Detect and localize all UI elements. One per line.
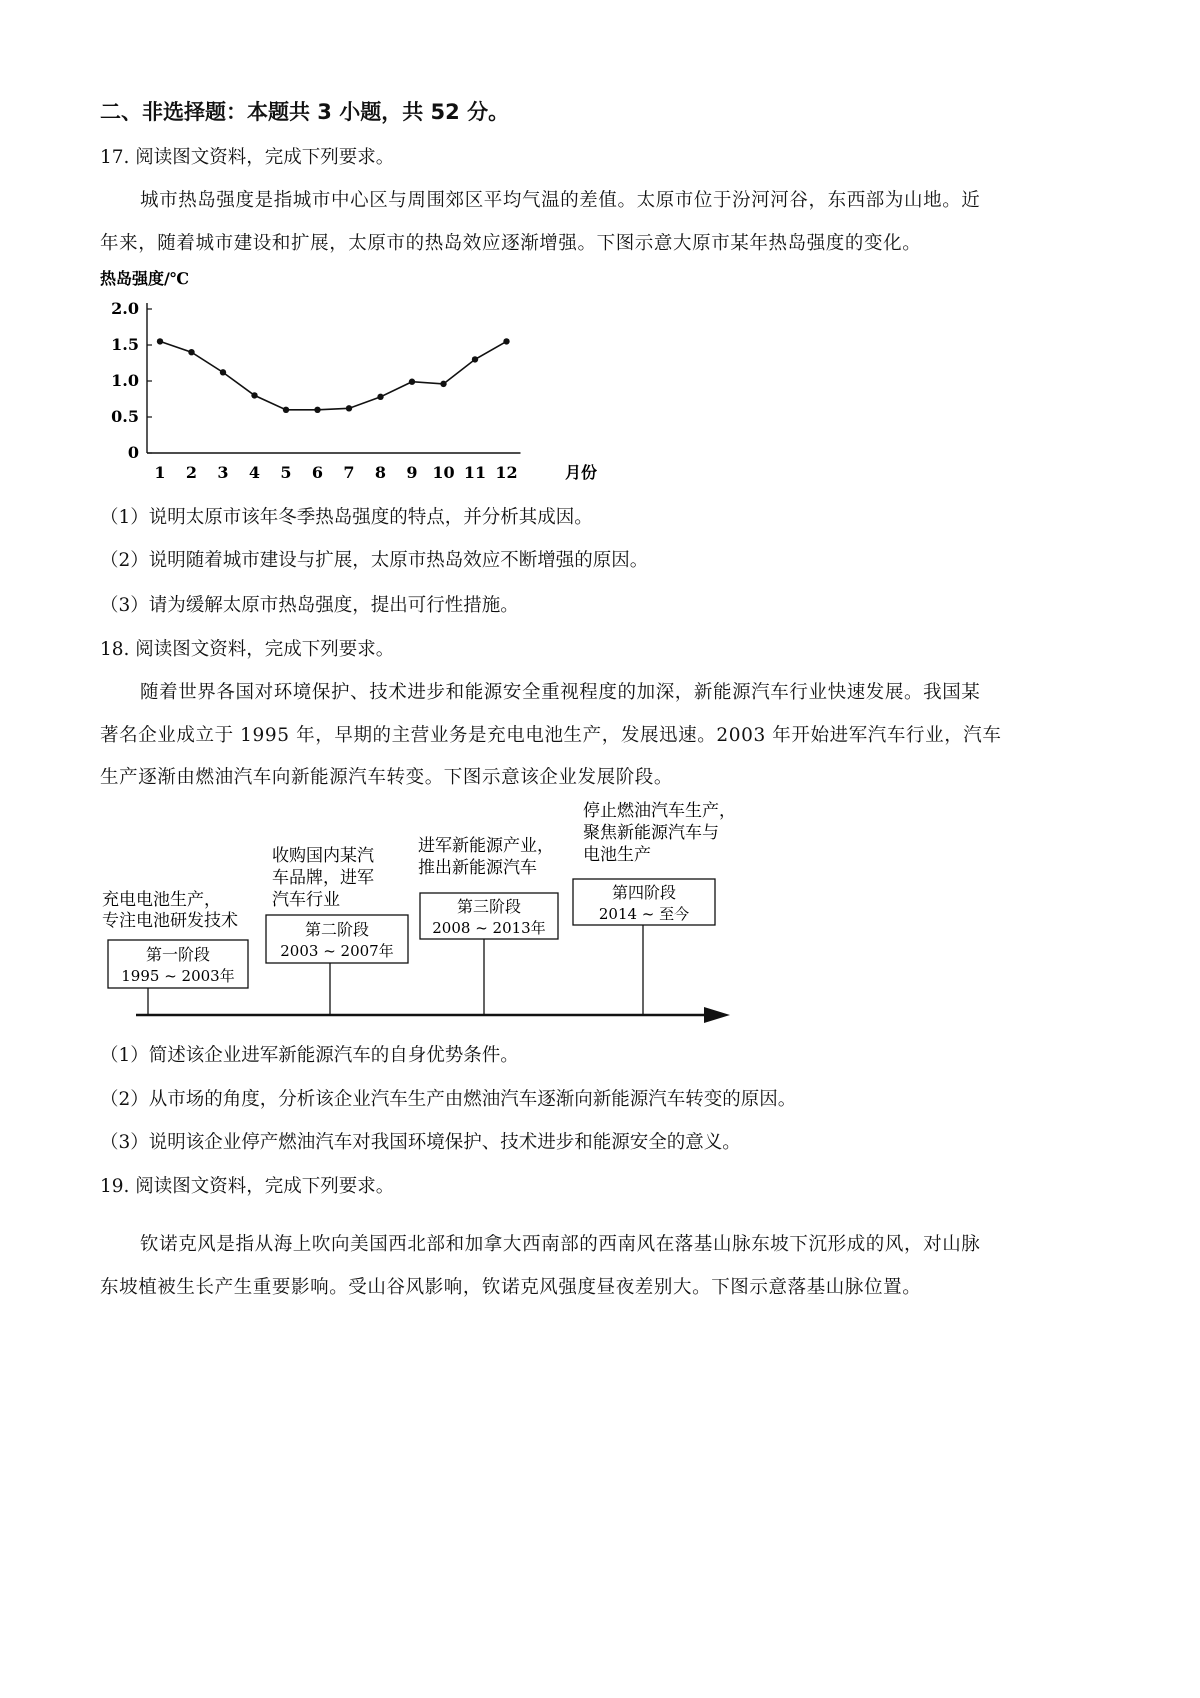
q17-heading: 17. 阅读图文资料，完成下列要求。	[100, 147, 395, 168]
stage-2-desc-line-2: 车品牌，进军	[272, 868, 374, 888]
q18-sub-1: （1）简述该企业进军新能源汽车的自身优势条件。	[100, 1045, 519, 1066]
chart-data-point	[440, 381, 446, 387]
q19-paragraph-line-2: 东坡植被生长产生重要影响。受山谷风影响，钦诺克风强度昼夜差别大。下图示意落基山脉位置。	[100, 1277, 922, 1298]
enterprise-stage-timeline	[100, 795, 760, 1035]
stage-4	[573, 801, 736, 1015]
chart-x-tick-label: 3	[217, 463, 229, 482]
stage-2-desc-line-3: 汽车行业	[272, 890, 340, 910]
stage-4-desc-line-3: 电池生产	[583, 845, 651, 865]
chart-y-tick-label: 0.5	[111, 407, 139, 426]
chart-y-tick-label: 2.0	[111, 299, 139, 318]
q17-sub-2: （2）说明随着城市建设与扩展，太原市热岛效应不断增强的原因。	[100, 550, 649, 571]
q19-paragraph-line-1: 钦诺克风是指从海上吹向美国西北部和加拿大西南部的西南风在落基山脉东坡下沉形成的风，对山脉	[140, 1234, 981, 1255]
stage-3-name: 第三阶段	[456, 897, 522, 916]
chart-data-point	[157, 338, 163, 344]
q18-sub-2: （2）从市场的角度，分析该企业汽车生产由燃油汽车逐渐向新能源汽车转变的原因。	[100, 1089, 797, 1110]
q17-paragraph-line-1: 城市热岛强度是指城市中心区与周围郊区平均气温的差值。太原市位于汾河河谷，东西部为山地。近	[140, 190, 981, 211]
chart-data-point	[188, 349, 194, 355]
chart-data-point	[251, 392, 257, 398]
stage-4-name: 第四阶段	[611, 883, 677, 902]
stage-3	[418, 836, 558, 1015]
stage-4-period: 2014 ~ 至今	[598, 905, 690, 923]
stage-4-desc-line-2: 聚焦新能源汽车与	[583, 823, 719, 843]
section-title: 二、非选择题：本题共 3 小题，共 52 分。	[100, 100, 510, 124]
chart-data-point	[377, 394, 383, 400]
chart-data-point	[346, 405, 352, 411]
q18-paragraph-line-3: 生产逐渐由燃油汽车向新能源汽车转变。下图示意该企业发展阶段。	[100, 767, 674, 788]
q17-sub-3: （3）请为缓解太原市热岛强度，提出可行性措施。	[100, 595, 519, 616]
q18-heading: 18. 阅读图文资料，完成下列要求。	[100, 639, 395, 660]
stage-3-desc-line-2: 推出新能源汽车	[418, 858, 537, 878]
q17-paragraph-line-2: 年来，随着城市建设和扩展，太原市的热岛效应逐渐增强。下图示意大原市某年热岛强度的变化。	[100, 233, 922, 254]
stage-1-desc-line-1: 充电电池生产，	[102, 890, 221, 910]
q18-paragraph-line-1: 随着世界各国对环境保护、技术进步和能源安全重视程度的加深，新能源汽车行业快速发展。我国某	[140, 682, 981, 703]
chart-y-tick-label: 0	[127, 443, 139, 462]
chart-x-tick-label: 8	[374, 463, 387, 482]
chart-x-tick-label: 4	[248, 463, 261, 482]
stage-1-desc-line-2: 专注电池研发技术	[102, 911, 238, 931]
stage-2-period: 2003 ~ 2007年	[280, 942, 394, 960]
stage-1	[102, 890, 248, 1015]
chart-x-tick-label: 7	[343, 463, 355, 482]
chart-data-point	[409, 379, 415, 385]
chart-y-axis-label: 热岛强度/℃	[100, 269, 190, 288]
chart-y-tick-label: 1.0	[111, 371, 139, 390]
stage-3-period: 2008 ~ 2013年	[432, 919, 546, 937]
stage-2	[266, 846, 408, 1015]
chart-x-tick-label: 10	[432, 463, 455, 482]
chart-x-tick-label: 1	[154, 463, 166, 482]
chart-data-point	[220, 369, 226, 375]
chart-x-tick-label: 6	[311, 463, 324, 482]
chart-data-point	[314, 407, 320, 413]
chart-data-point	[283, 407, 289, 413]
stage-1-name: 第一阶段	[145, 945, 211, 964]
chart-x-tick-label: 5	[280, 463, 292, 482]
q18-sub-3: （3）说明该企业停产燃油汽车对我国环境保护、技术进步和能源安全的意义。	[100, 1132, 741, 1153]
chart-data-point	[503, 338, 509, 344]
stage-4-desc-line-1: 停止燃油汽车生产，	[583, 801, 736, 821]
heat-island-line-chart	[100, 262, 620, 492]
chart-series-line	[160, 341, 507, 409]
stage-2-desc-line-1: 收购国内某汽	[272, 846, 374, 866]
chart-x-axis-label: 月份	[565, 463, 598, 482]
chart-x-tick-label: 12	[495, 463, 518, 482]
stage-3-desc-line-1: 进军新能源产业，	[418, 836, 554, 856]
q19-heading: 19. 阅读图文资料，完成下列要求。	[100, 1176, 395, 1197]
chart-x-tick-label: 2	[185, 463, 198, 482]
chart-data-point	[472, 356, 478, 362]
stage-1-period: 1995 ~ 2003年	[121, 967, 235, 985]
q18-paragraph-line-2: 著名企业成立于 1995 年，早期的主营业务是充电电池生产，发展迅速。2003 年开始进军汽车行业，汽车	[100, 725, 1002, 746]
q17-sub-1: （1）说明太原市该年冬季热岛强度的特点，并分析其成因。	[100, 507, 593, 528]
chart-y-tick-label: 1.5	[111, 335, 139, 354]
timeline-arrowhead	[704, 1007, 730, 1023]
stage-2-name: 第二阶段	[304, 920, 370, 939]
chart-x-tick-label: 11	[463, 463, 487, 482]
chart-x-tick-label: 9	[406, 463, 418, 482]
